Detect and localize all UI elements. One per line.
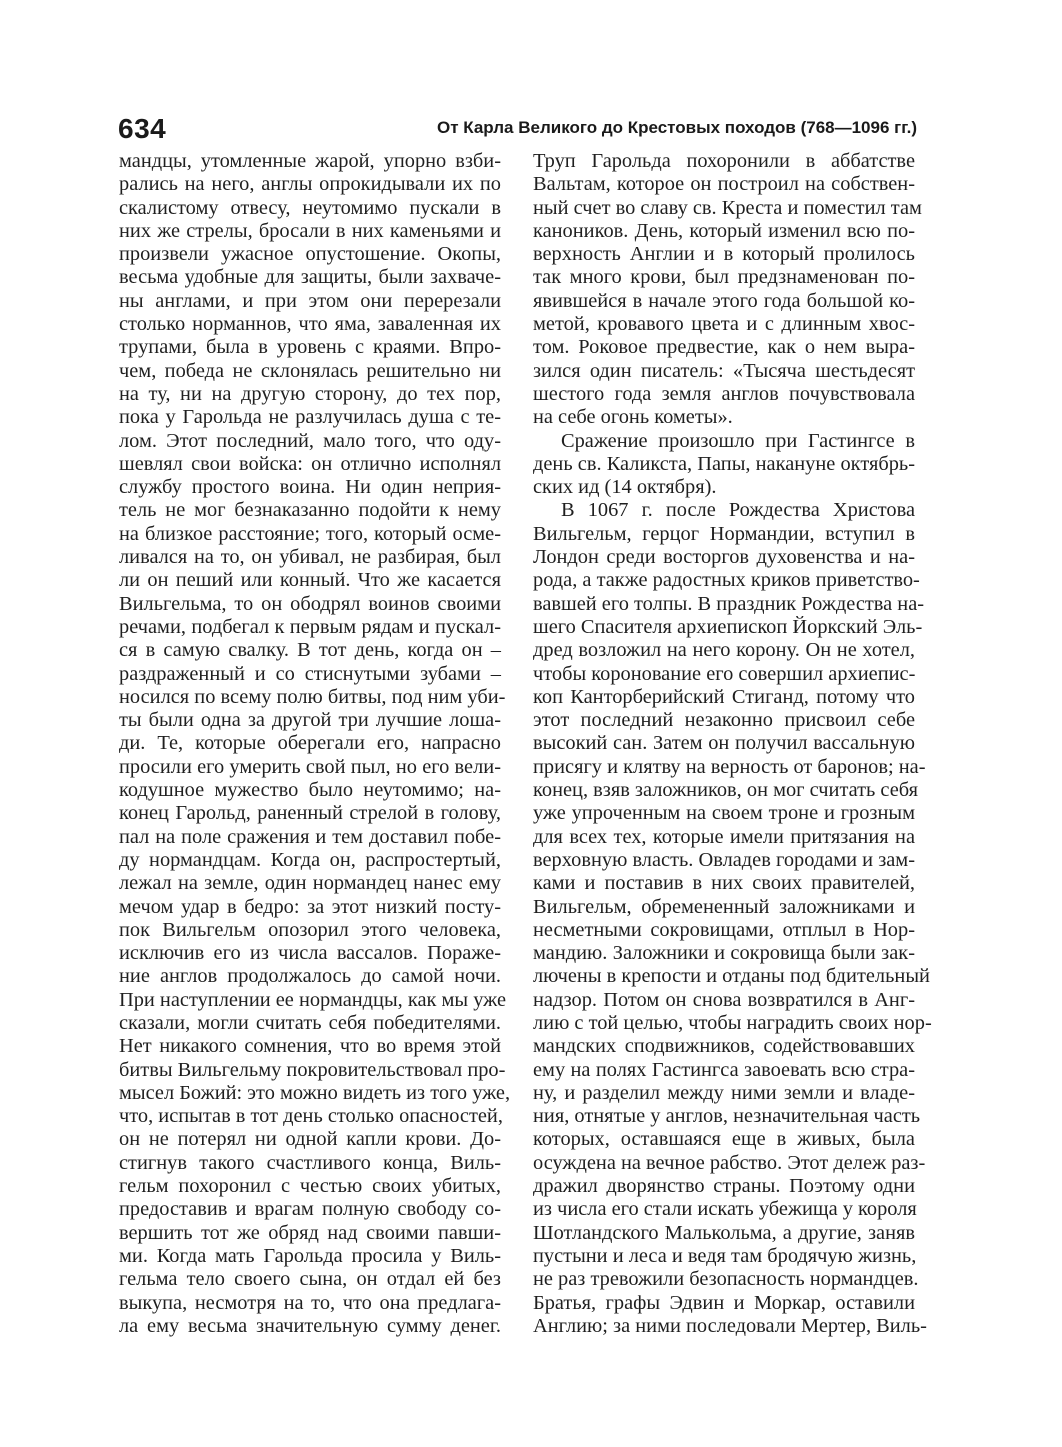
text-line: верхность Англии и в который пролилось [533,243,915,266]
text-line: несметными сокровищами, отплыл в Нор- [533,918,915,941]
text-line: пок Вильгельм опозорил этого человека, [119,918,501,941]
text-line: носился по всему полю битвы, под ним уби- [119,685,506,708]
text-line: тель не мог безнаказанно подойти к нему [119,499,501,522]
text-line: из числа его стали искать убежища у короля [533,1198,917,1221]
text-line: Братья, графы Эдвин и Моркар, оставили [533,1291,915,1314]
text-line: Сражение произошло при Гастингсе в [561,429,915,452]
text-line: рода, а также радостных криков приветство- [533,569,920,592]
text-line: на себе огонь кометы». [533,406,733,429]
text-line: вавшей его толпы. В праздник Рождества на- [533,592,925,615]
text-line: пал на поле сражения и тем доставил побе- [119,825,501,848]
text-line: ских ид (14 октября). [533,476,717,499]
text-line: Вальтам, которое он построил на собствен- [533,173,915,196]
text-line: мандских сподвижников, содействовавших [533,1035,915,1058]
text-line: ты были одна за другой три лучшие лоша- [119,709,501,732]
text-line: верховную власть. Овладев городами и зам- [533,848,915,871]
text-line: на близкое расстояние; того, который осме- [119,522,501,545]
text-line: службу простого воина. Ни один неприя- [119,476,501,499]
text-line: лом. Этот последний, мало того, что оду- [119,429,501,452]
text-line: лючены в крепости и отданы под бдительный [533,965,930,988]
text-line: дражил дворянство страны. Поэтому одни [533,1175,915,1198]
text-line: раздраженный и со стиснутыми зубами – [119,662,501,685]
text-line: стигнув такого счастливого конца, Виль- [119,1151,501,1174]
text-line: что, испытав в тот день столько опасностей, [119,1105,503,1128]
text-line: надзор. Потом он снова возвратился в Анг- [533,988,915,1011]
text-line: ми. Когда мать Гарольда просила у Виль- [119,1244,501,1267]
text-line: явившейся в начале этого года большой ко- [533,289,915,312]
text-line: трупами, была в уровень с краями. Впро- [119,336,501,359]
text-line: присягу и клятву на верность от баронов; на- [533,755,926,778]
text-line: не раз тревожили безопасность нормандцев. [533,1268,919,1291]
text-line: ему на полях Гастингса завоевать всю стра- [533,1058,915,1081]
running-title: От Карла Великого до Крестовых походов (768—1096 гг.) [436,118,917,137]
text-line: для всех тех, которые имели притязания на [533,825,915,848]
text-line: ливался на то, он убивал, не разбирая, был [119,546,501,569]
text-line: гельма тело своего сына, он отдал ей без [119,1268,501,1291]
text-line: ну, и разделил между ними земли и владе- [533,1081,915,1104]
text-line: зился один писатель: «Тысяча шестьдесят [533,359,915,382]
text-line: В 1067 г. после Рождества Христова [561,499,915,522]
text-line: этот последний незаконно присвоил себе [533,709,915,732]
text-line: ния, отнятые у англов, незначительная часть [533,1105,921,1128]
text-line: ди. Те, которые оберегали его, напрасно [119,732,501,755]
text-line: ду нормандцам. Когда он, распростертый, [119,848,501,871]
text-line: сказали, могли считать себя победителями. [119,1011,501,1034]
text-line: Шотландского Малькольма, а другие, заняв [533,1221,915,1244]
page-number: 634 [118,113,167,144]
text-line: Нет никакого сомнения, что во время этой [119,1035,501,1058]
text-line: каноников. День, который изменил всю по- [533,219,915,242]
text-line: ками и поставив в них своих правителей, [533,872,915,895]
text-line: осуждена на вечное рабство. Этот дележ раз- [533,1151,926,1174]
text-line: исключив его из числа вассалов. Пораже- [119,942,501,965]
text-line: он не потерял ни одной капли крови. До- [119,1128,501,1151]
text-line: так много крови, был предзнаменован по- [533,266,915,289]
text-line: день св. Каликста, Папы, накануне октябрь- [533,452,915,475]
text-line: мысел Божий: это можно видеть из того уже, [119,1081,511,1104]
text-line: битвы Вильгельму покровительствовал про- [119,1058,506,1081]
text-line: речами, подбегал к первым рядам и пускал- [119,615,501,638]
text-line: шевлял свои войска: он отлично исполнял [119,452,501,475]
text-line: кодушное мужество было неутомимо; на- [119,779,501,802]
text-line: гельм похоронил с честью своих убитых, [119,1175,501,1198]
text-line: столько норманнов, что яма, заваленная их [119,313,501,336]
text-line: ла ему весьма значительную сумму денег. [119,1314,501,1337]
text-line: рались на него, англы опрокидывали их по [119,173,501,196]
text-line: на ту, ни на другую сторону, до тех пор, [119,382,501,405]
text-line: ся в самую свалку. В тот день, когда он – [119,639,501,662]
text-line: дред возложил на него корону. Он не хотел, [533,639,915,662]
text-line: конец Гарольд, раненный стрелой в голову, [119,802,501,825]
text-line: метой, кровавого цвета и с длинным хвос- [533,313,915,336]
text-line: При наступлении ее нормандцы, как мы уже [119,988,507,1011]
text-line: произвели ужасное опустошение. Окопы, [119,243,501,266]
text-line: них же стрелы, бросали в них каменьями и [119,219,501,242]
text-line: конец, взяв заложников, он мог считать себя [533,779,919,802]
text-line: весьма удобные для защиты, были захваче- [119,266,501,289]
text-line: уже упроченным на своем троне и грозным [533,802,915,825]
text-line: просили его умерить свой пыл, но его вели- [119,755,501,778]
text-line: скалистому отвесу, неутомимо пускали в [119,196,501,219]
text-line: Лондон среди восторгов духовенства и на- [533,546,915,569]
text-line: коп Канторберийский Стиганд, потому что [533,685,915,708]
text-line: вершить тот же обряд над своими павши- [119,1221,501,1244]
text-line: чем, победа не склонялась решительно ни [119,359,501,382]
text-line: ли он пеший или конный. Что же касается [119,569,501,592]
text-line: которых, оставшаяся еще в живых, была [533,1128,915,1151]
text-line: Труп Гарольда похоронили в аббатстве [533,150,915,172]
text-line: выкупа, несмотря на то, что она предлага- [119,1291,501,1314]
text-line: Вильгельм, обремененный заложниками и [533,895,915,918]
right-text-column [533,150,932,1338]
text-line: мечом удар в бедро: за этот низкий посту- [119,895,501,918]
text-line: Вильгельм, герцог Нормандии, вступил в [533,522,915,545]
text-line: шестого года земля англов почувствовала [533,382,915,405]
text-line: том. Роковое предвестие, как о нем выра- [533,336,915,359]
text-line: пока у Гарольда не разлучилась душа с те- [119,406,501,429]
text-line: ный счет во славу св. Креста и поместил там [533,196,922,219]
text-line: Англию; за ними последовали Мертер, Виль- [533,1314,927,1337]
text-line: пустыни и леса и ведя там бродячую жизнь, [533,1244,917,1267]
text-line: предоставив и врагам полную свободу со- [119,1198,501,1221]
text-line: ние англов продолжалось до самой ночи. [119,965,501,988]
text-line: мандцы, утомленные жарой, упорно взби- [119,150,501,172]
text-line: мандию. Заложники и сокровища были зак- [533,942,915,965]
text-line: Вильгельма, то он ободрял воинов своими [119,592,501,615]
text-line: чтобы коронование его совершил архиепис- [533,662,916,685]
text-line: лию с той целью, чтобы наградить своих нор- [533,1011,932,1034]
text-line: лежал на земле, один нормандец нанес ему [119,872,501,895]
text-line: ны англами, и при этом они перерезали [119,289,501,312]
text-line: шего Спасителя архиепископ Йоркский Эль- [533,615,923,638]
text-line: высокий сан. Затем он получил вассальную [533,732,915,755]
left-text-column [119,150,511,1338]
